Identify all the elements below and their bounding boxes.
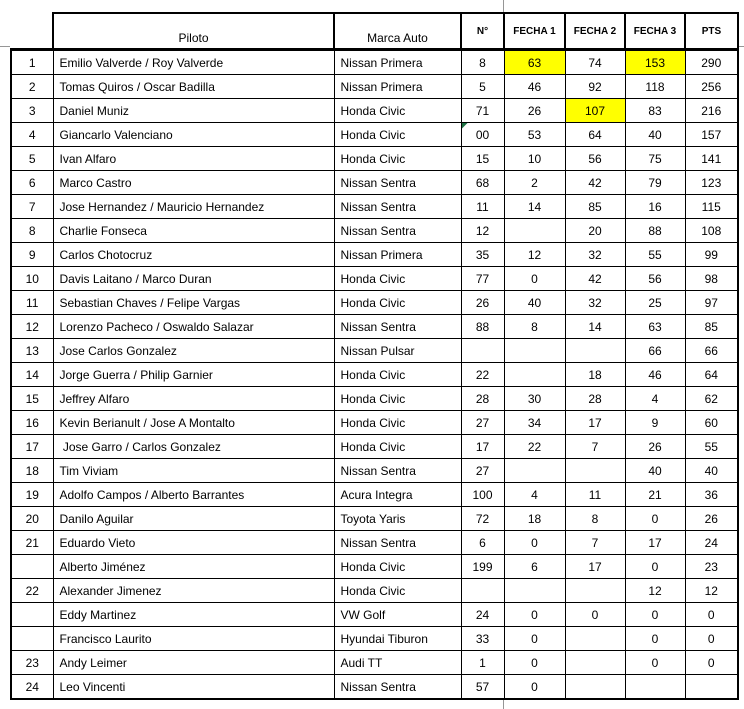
table-row <box>11 435 738 459</box>
position-cell[interactable]: 16 <box>11 411 53 435</box>
fecha1-cell[interactable] <box>504 363 565 387</box>
fecha2-cell[interactable]: 11 <box>565 483 625 507</box>
fecha1-cell[interactable] <box>504 219 565 243</box>
points-cell[interactable]: 0 <box>685 603 738 627</box>
fecha2-cell[interactable]: 20 <box>565 219 625 243</box>
car-brand-cell[interactable]: Toyota Yaris <box>334 507 461 531</box>
car-number-cell[interactable]: 100 <box>461 483 504 507</box>
table-row <box>11 387 738 411</box>
fecha1-cell[interactable]: 0 <box>504 267 565 291</box>
fecha2-cell[interactable]: 7 <box>565 435 625 459</box>
position-cell[interactable] <box>11 627 53 651</box>
pilot-cell[interactable]: Eduardo Vieto <box>53 531 334 555</box>
car-brand-cell[interactable]: Honda Civic <box>334 147 461 171</box>
points-cell[interactable]: 55 <box>685 435 738 459</box>
fecha1-cell[interactable]: 8 <box>504 315 565 339</box>
header-pos[interactable] <box>11 13 53 50</box>
header-fecha-2[interactable]: FECHA 2 <box>565 13 625 50</box>
fecha3-cell[interactable]: 17 <box>625 531 685 555</box>
car-number-cell[interactable]: 5 <box>461 75 504 99</box>
position-cell[interactable]: 6 <box>11 171 53 195</box>
fecha1-cell[interactable]: 0 <box>504 675 565 700</box>
points-cell[interactable]: 64 <box>685 363 738 387</box>
pilot-cell[interactable]: Alexander Jimenez <box>53 579 334 603</box>
car-brand-cell[interactable]: Nissan Sentra <box>334 675 461 700</box>
pilot-cell[interactable]: Alberto Jiménez <box>53 555 334 579</box>
fecha3-cell[interactable]: 40 <box>625 459 685 483</box>
fecha1-cell[interactable] <box>504 579 565 603</box>
fecha2-cell[interactable]: 85 <box>565 195 625 219</box>
fecha3-cell[interactable]: 0 <box>625 555 685 579</box>
pilot-cell[interactable]: Emilio Valverde / Roy Valverde <box>53 50 334 75</box>
standings-table <box>10 12 739 700</box>
position-cell[interactable]: 20 <box>11 507 53 531</box>
fecha1-cell[interactable]: 46 <box>504 75 565 99</box>
position-cell[interactable]: 19 <box>11 483 53 507</box>
table-row <box>11 339 738 363</box>
position-cell[interactable] <box>11 603 53 627</box>
fecha1-cell[interactable]: 6 <box>504 555 565 579</box>
car-brand-cell[interactable]: Nissan Sentra <box>334 195 461 219</box>
car-number-cell[interactable]: 00 <box>461 123 504 147</box>
table-row <box>11 555 738 579</box>
car-brand-cell[interactable]: Honda Civic <box>334 291 461 315</box>
fecha3-cell[interactable]: 75 <box>625 147 685 171</box>
fecha2-cell[interactable] <box>565 579 625 603</box>
fecha3-cell[interactable]: 63 <box>625 315 685 339</box>
car-number-cell[interactable]: 11 <box>461 195 504 219</box>
fecha2-cell[interactable] <box>565 339 625 363</box>
table-row <box>11 291 738 315</box>
fecha3-cell[interactable]: 118 <box>625 75 685 99</box>
fecha3-cell[interactable]: 79 <box>625 171 685 195</box>
fecha1-cell[interactable]: 0 <box>504 531 565 555</box>
points-cell[interactable]: 97 <box>685 291 738 315</box>
fecha1-cell[interactable]: 4 <box>504 483 565 507</box>
table-row <box>11 579 738 603</box>
position-cell[interactable]: 5 <box>11 147 53 171</box>
car-brand-cell[interactable]: Honda Civic <box>334 579 461 603</box>
fecha1-cell[interactable]: 14 <box>504 195 565 219</box>
position-cell[interactable]: 22 <box>11 579 53 603</box>
fecha3-cell[interactable]: 55 <box>625 243 685 267</box>
table-row <box>11 99 738 123</box>
position-cell[interactable]: 23 <box>11 651 53 675</box>
car-number-cell[interactable]: 71 <box>461 99 504 123</box>
fecha1-cell[interactable]: 63 <box>504 50 565 75</box>
pilot-cell[interactable]: Eddy Martinez <box>53 603 334 627</box>
fecha1-cell[interactable]: 0 <box>504 603 565 627</box>
car-number-cell[interactable]: 8 <box>461 50 504 75</box>
fecha3-cell[interactable]: 66 <box>625 339 685 363</box>
car-brand-cell[interactable]: Honda Civic <box>334 435 461 459</box>
car-brand-cell[interactable]: Honda Civic <box>334 411 461 435</box>
fecha3-cell[interactable]: 12 <box>625 579 685 603</box>
pilot-cell[interactable]: Giancarlo Valenciano <box>53 123 334 147</box>
fecha3-cell[interactable]: 0 <box>625 603 685 627</box>
car-number-cell[interactable]: 27 <box>461 459 504 483</box>
position-cell[interactable]: 3 <box>11 99 53 123</box>
table-row <box>11 75 738 99</box>
car-number-cell[interactable]: 57 <box>461 675 504 700</box>
car-brand-cell[interactable]: Nissan Sentra <box>334 459 461 483</box>
cell-note-triangle-icon <box>462 123 468 129</box>
car-brand-cell[interactable]: Nissan Primera <box>334 50 461 75</box>
fecha2-cell[interactable] <box>565 675 625 700</box>
car-number-cell[interactable]: 22 <box>461 363 504 387</box>
points-cell[interactable]: 85 <box>685 315 738 339</box>
header-piloto[interactable]: Piloto <box>53 13 334 50</box>
table-row <box>11 459 738 483</box>
pilot-cell[interactable]: Tim Viviam <box>53 459 334 483</box>
points-cell[interactable]: 62 <box>685 387 738 411</box>
fecha1-cell[interactable]: 10 <box>504 147 565 171</box>
car-brand-cell[interactable]: Honda Civic <box>334 99 461 123</box>
fecha2-cell[interactable]: 74 <box>565 50 625 75</box>
car-brand-cell[interactable]: Honda Civic <box>334 387 461 411</box>
fecha1-cell[interactable]: 2 <box>504 171 565 195</box>
fecha3-cell[interactable]: 46 <box>625 363 685 387</box>
car-number-cell[interactable]: 24 <box>461 603 504 627</box>
points-cell[interactable]: 40 <box>685 459 738 483</box>
position-cell[interactable]: 18 <box>11 459 53 483</box>
fecha2-cell[interactable]: 42 <box>565 171 625 195</box>
fecha1-cell[interactable]: 34 <box>504 411 565 435</box>
table-row <box>11 603 738 627</box>
points-cell[interactable]: 60 <box>685 411 738 435</box>
table-row <box>11 627 738 651</box>
header-fecha-3[interactable]: FECHA 3 <box>625 13 685 50</box>
fecha3-cell[interactable]: 153 <box>625 50 685 75</box>
points-cell[interactable]: 66 <box>685 339 738 363</box>
fecha2-cell[interactable] <box>565 627 625 651</box>
table-row <box>11 171 738 195</box>
position-cell[interactable]: 14 <box>11 363 53 387</box>
fecha2-cell[interactable]: 17 <box>565 555 625 579</box>
car-number-cell[interactable]: 28 <box>461 387 504 411</box>
fecha2-cell[interactable]: 32 <box>565 291 625 315</box>
fecha1-cell[interactable]: 30 <box>504 387 565 411</box>
points-cell[interactable]: 26 <box>685 507 738 531</box>
points-cell[interactable]: 256 <box>685 75 738 99</box>
table-row <box>11 483 738 507</box>
points-cell[interactable]: 290 <box>685 50 738 75</box>
car-number-cell[interactable]: 35 <box>461 243 504 267</box>
fecha2-cell[interactable]: 32 <box>565 243 625 267</box>
pilot-cell[interactable]: Davis Laitano / Marco Duran <box>53 267 334 291</box>
pilot-cell[interactable]: Tomas Quiros / Oscar Badilla <box>53 75 334 99</box>
position-cell[interactable]: 9 <box>11 243 53 267</box>
fecha1-cell[interactable]: 40 <box>504 291 565 315</box>
position-cell[interactable]: 7 <box>11 195 53 219</box>
fecha1-cell[interactable]: 12 <box>504 243 565 267</box>
car-number-cell[interactable]: 15 <box>461 147 504 171</box>
fecha2-cell[interactable]: 18 <box>565 363 625 387</box>
header-num[interactable]: N° <box>461 13 504 50</box>
fecha3-cell[interactable]: 83 <box>625 99 685 123</box>
position-cell[interactable]: 21 <box>11 531 53 555</box>
fecha1-cell[interactable]: 22 <box>504 435 565 459</box>
pilot-cell[interactable]: Jose Garro / Carlos Gonzalez <box>53 435 334 459</box>
car-brand-cell[interactable]: Hyundai Tiburon <box>334 627 461 651</box>
points-cell[interactable]: 115 <box>685 195 738 219</box>
fecha3-cell[interactable]: 56 <box>625 267 685 291</box>
points-cell[interactable]: 12 <box>685 579 738 603</box>
car-brand-cell[interactable]: Honda Civic <box>334 123 461 147</box>
points-cell[interactable]: 0 <box>685 627 738 651</box>
car-number-cell[interactable] <box>461 579 504 603</box>
fecha2-cell[interactable]: 28 <box>565 387 625 411</box>
fecha3-cell[interactable]: 21 <box>625 483 685 507</box>
car-number-cell[interactable]: 26 <box>461 291 504 315</box>
fecha2-cell[interactable] <box>565 651 625 675</box>
car-number-cell[interactable]: 68 <box>461 171 504 195</box>
car-number-cell[interactable]: 77 <box>461 267 504 291</box>
position-cell[interactable]: 24 <box>11 675 53 700</box>
car-number-cell[interactable]: 33 <box>461 627 504 651</box>
position-cell[interactable]: 10 <box>11 267 53 291</box>
points-cell[interactable]: 0 <box>685 651 738 675</box>
position-cell[interactable]: 1 <box>11 50 53 75</box>
car-brand-cell[interactable]: VW Golf <box>334 603 461 627</box>
fecha1-cell[interactable]: 0 <box>504 651 565 675</box>
fecha1-cell[interactable] <box>504 339 565 363</box>
car-brand-cell[interactable]: Nissan Primera <box>334 243 461 267</box>
header-marca-auto[interactable]: Marca Auto <box>334 13 461 50</box>
position-cell[interactable]: 15 <box>11 387 53 411</box>
fecha1-cell[interactable]: 18 <box>504 507 565 531</box>
header-pts[interactable]: PTS <box>685 13 738 50</box>
fecha3-cell[interactable]: 88 <box>625 219 685 243</box>
pilot-cell[interactable]: Ivan Alfaro <box>53 147 334 171</box>
table-row <box>11 411 738 435</box>
table-row <box>11 315 738 339</box>
pilot-cell[interactable]: Andy Leimer <box>53 651 334 675</box>
car-brand-cell[interactable]: Nissan Primera <box>334 75 461 99</box>
points-cell[interactable]: 108 <box>685 219 738 243</box>
fecha3-cell[interactable]: 0 <box>625 651 685 675</box>
fecha3-cell[interactable]: 0 <box>625 627 685 651</box>
pilot-cell[interactable]: Leo Vincenti <box>53 675 334 700</box>
table-row <box>11 123 738 147</box>
table-row <box>11 267 738 291</box>
car-number-cell[interactable]: 12 <box>461 219 504 243</box>
position-cell[interactable]: 11 <box>11 291 53 315</box>
position-cell[interactable]: 12 <box>11 315 53 339</box>
car-number-cell[interactable]: 88 <box>461 315 504 339</box>
points-cell[interactable]: 123 <box>685 171 738 195</box>
car-brand-cell[interactable]: Nissan Sentra <box>334 171 461 195</box>
fecha3-cell[interactable]: 0 <box>625 507 685 531</box>
car-number-cell[interactable]: 199 <box>461 555 504 579</box>
car-brand-cell[interactable]: Acura Integra <box>334 483 461 507</box>
fecha1-cell[interactable] <box>504 459 565 483</box>
car-number-cell[interactable]: 72 <box>461 507 504 531</box>
pilot-cell[interactable]: Kevin Berianult / Jose A Montalto <box>53 411 334 435</box>
fecha1-cell[interactable]: 53 <box>504 123 565 147</box>
car-number-cell[interactable]: 6 <box>461 531 504 555</box>
points-cell[interactable]: 98 <box>685 267 738 291</box>
fecha2-cell[interactable]: 107 <box>565 99 625 123</box>
fecha2-cell[interactable]: 17 <box>565 411 625 435</box>
fecha2-cell[interactable]: 0 <box>565 603 625 627</box>
position-cell[interactable]: 13 <box>11 339 53 363</box>
points-cell[interactable] <box>685 675 738 700</box>
points-cell[interactable]: 141 <box>685 147 738 171</box>
pilot-cell[interactable]: Charlie Fonseca <box>53 219 334 243</box>
car-number-cell[interactable]: 17 <box>461 435 504 459</box>
table-row <box>11 147 738 171</box>
fecha3-cell[interactable]: 16 <box>625 195 685 219</box>
pilot-cell[interactable]: Jose Carlos Gonzalez <box>53 339 334 363</box>
pilot-cell[interactable]: Lorenzo Pacheco / Oswaldo Salazar <box>53 315 334 339</box>
position-cell[interactable]: 4 <box>11 123 53 147</box>
points-cell[interactable]: 23 <box>685 555 738 579</box>
pilot-cell[interactable]: Sebastian Chaves / Felipe Vargas <box>53 291 334 315</box>
car-brand-cell[interactable]: Nissan Sentra <box>334 315 461 339</box>
pilot-cell[interactable]: Jorge Guerra / Philip Garnier <box>53 363 334 387</box>
fecha3-cell[interactable]: 40 <box>625 123 685 147</box>
fecha1-cell[interactable]: 26 <box>504 99 565 123</box>
fecha2-cell[interactable]: 42 <box>565 267 625 291</box>
fecha1-cell[interactable]: 0 <box>504 627 565 651</box>
fecha2-cell[interactable]: 14 <box>565 315 625 339</box>
table-row <box>11 675 738 700</box>
header-fecha-1[interactable]: FECHA 1 <box>504 13 565 50</box>
pilot-cell[interactable]: Daniel Muniz <box>53 99 334 123</box>
fecha3-cell[interactable]: 4 <box>625 387 685 411</box>
points-cell[interactable]: 24 <box>685 531 738 555</box>
header-row <box>11 13 738 50</box>
table-row <box>11 651 738 675</box>
points-cell[interactable]: 157 <box>685 123 738 147</box>
fecha3-cell[interactable]: 26 <box>625 435 685 459</box>
table-row <box>11 219 738 243</box>
table-row <box>11 243 738 267</box>
points-cell[interactable]: 99 <box>685 243 738 267</box>
pilot-cell[interactable]: Danilo Aguilar <box>53 507 334 531</box>
standings-table-body <box>11 50 738 700</box>
car-brand-cell[interactable]: Audi TT <box>334 651 461 675</box>
table-row <box>11 363 738 387</box>
pilot-cell[interactable]: Francisco Laurito <box>53 627 334 651</box>
points-cell[interactable]: 36 <box>685 483 738 507</box>
pilot-cell[interactable]: Jose Hernandez / Mauricio Hernandez <box>53 195 334 219</box>
table-row <box>11 507 738 531</box>
car-number-cell[interactable]: 1 <box>461 651 504 675</box>
fecha3-cell[interactable] <box>625 675 685 700</box>
fecha2-cell[interactable] <box>565 459 625 483</box>
car-brand-cell[interactable]: Honda Civic <box>334 555 461 579</box>
fecha3-cell[interactable]: 25 <box>625 291 685 315</box>
car-brand-cell[interactable]: Nissan Sentra <box>334 531 461 555</box>
car-number-cell[interactable]: 27 <box>461 411 504 435</box>
pilot-cell[interactable]: Jeffrey Alfaro <box>53 387 334 411</box>
fecha2-cell[interactable]: 56 <box>565 147 625 171</box>
pilot-cell[interactable]: Marco Castro <box>53 171 334 195</box>
standings-table-header <box>11 13 738 50</box>
car-number-cell[interactable] <box>461 339 504 363</box>
position-cell[interactable] <box>11 555 53 579</box>
position-cell[interactable]: 2 <box>11 75 53 99</box>
fecha2-cell[interactable]: 64 <box>565 123 625 147</box>
car-brand-cell[interactable]: Honda Civic <box>334 267 461 291</box>
table-row <box>11 50 738 75</box>
table-row <box>11 531 738 555</box>
position-cell[interactable]: 17 <box>11 435 53 459</box>
car-brand-cell[interactable]: Nissan Sentra <box>334 219 461 243</box>
pilot-cell[interactable]: Adolfo Campos / Alberto Barrantes <box>53 483 334 507</box>
fecha2-cell[interactable]: 8 <box>565 507 625 531</box>
points-cell[interactable]: 216 <box>685 99 738 123</box>
position-cell[interactable]: 8 <box>11 219 53 243</box>
fecha3-cell[interactable]: 9 <box>625 411 685 435</box>
car-brand-cell[interactable]: Honda Civic <box>334 363 461 387</box>
fecha2-cell[interactable]: 92 <box>565 75 625 99</box>
table-row <box>11 195 738 219</box>
pilot-cell[interactable]: Carlos Chotocruz <box>53 243 334 267</box>
car-brand-cell[interactable]: Nissan Pulsar <box>334 339 461 363</box>
fecha2-cell[interactable]: 7 <box>565 531 625 555</box>
